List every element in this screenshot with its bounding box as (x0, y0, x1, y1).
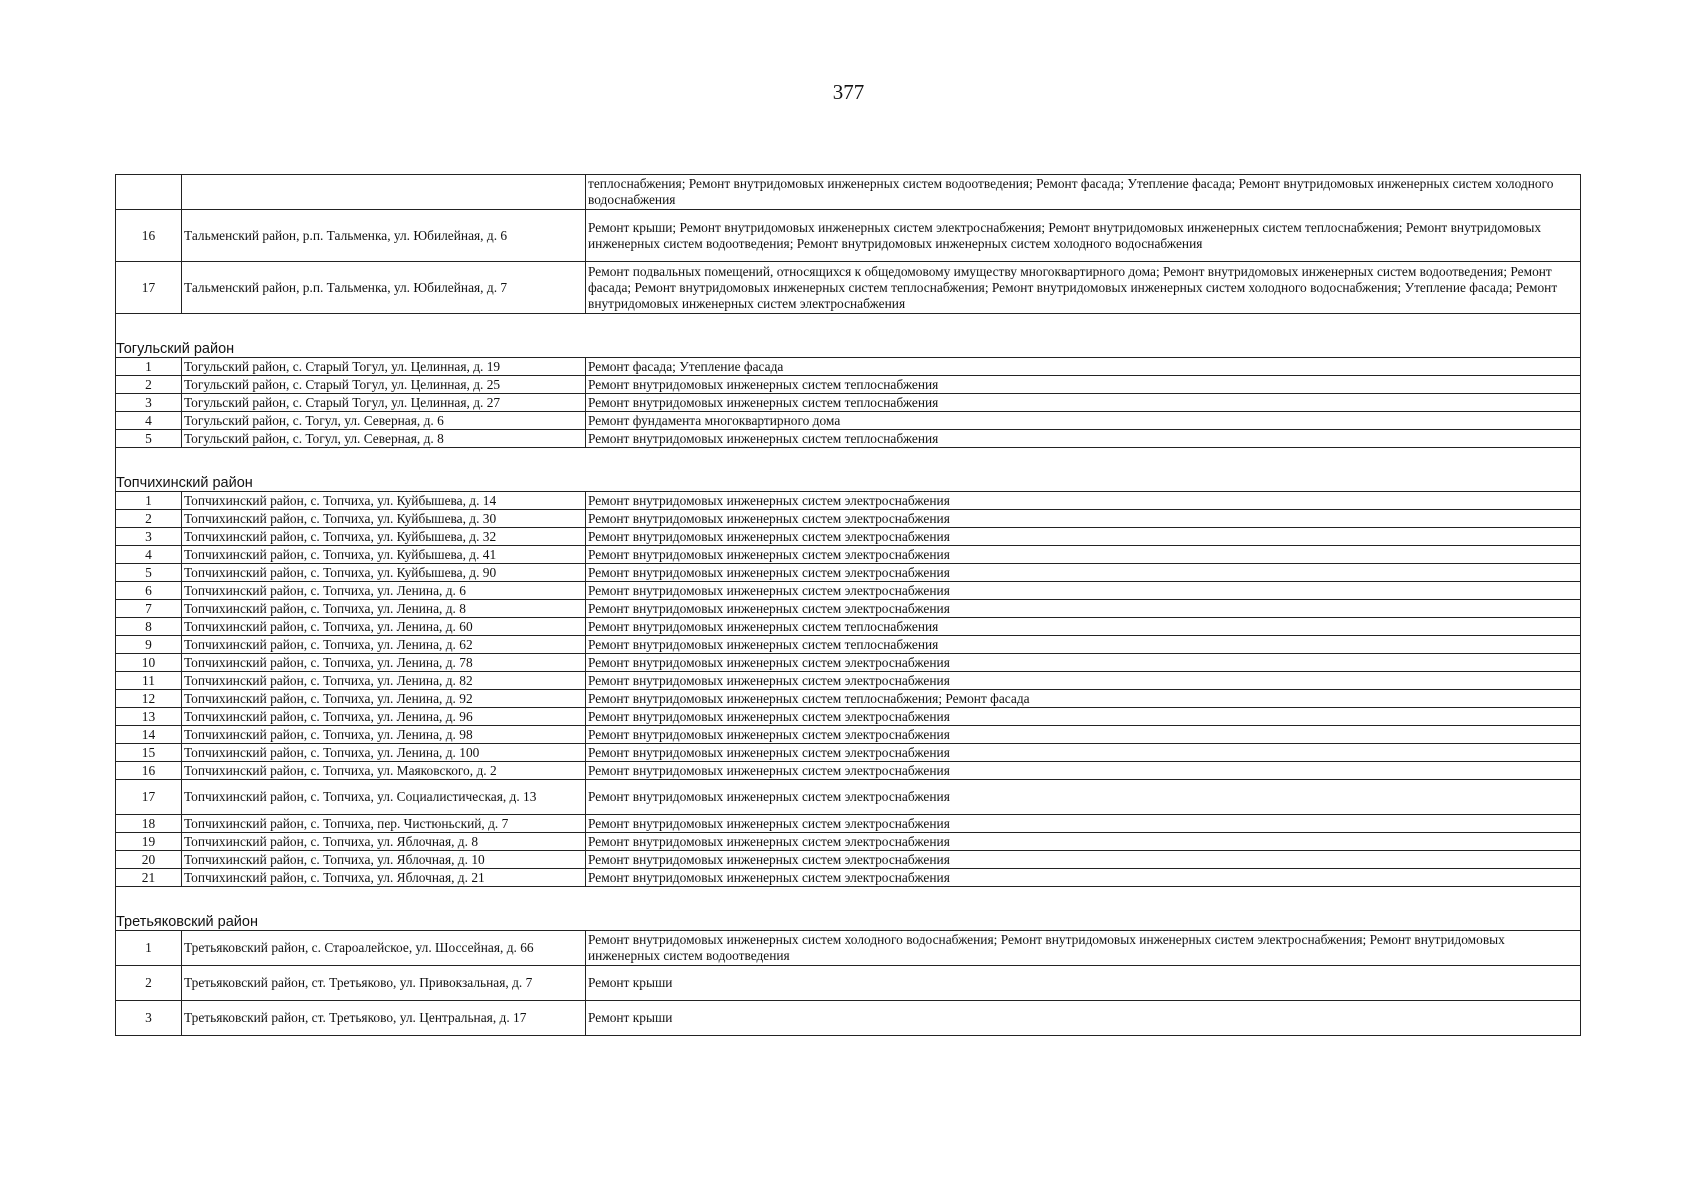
row-address: Тальменский район, р.п. Тальменка, ул. Юбилейная, д. 6 (182, 210, 586, 262)
table-row (116, 931, 1581, 966)
row-number: 14 (116, 726, 182, 744)
table-row (116, 175, 1581, 210)
row-number: 20 (116, 851, 182, 869)
section-title: Топчихинский район (116, 472, 1581, 492)
row-number: 12 (116, 690, 182, 708)
row-number: 16 (116, 762, 182, 780)
row-address: Топчихинский район, с. Топчиха, ул. Ленина, д. 6 (182, 582, 586, 600)
row-address: Топчихинский район, с. Топчиха, ул. Маяковского, д. 2 (182, 762, 586, 780)
row-address: Топчихинский район, с. Топчиха, ул. Куйбышева, д. 41 (182, 546, 586, 564)
row-works: Ремонт крыши (586, 966, 1581, 1001)
table-row (116, 966, 1581, 1001)
table-row (116, 851, 1581, 869)
row-address: Тогульский район, с. Старый Тогул, ул. Целинная, д. 19 (182, 358, 586, 376)
row-works: Ремонт фасада; Утепление фасада (586, 358, 1581, 376)
row-number: 9 (116, 636, 182, 654)
section-title: Третьяковский район (116, 911, 1581, 931)
table-row (116, 833, 1581, 851)
row-number: 21 (116, 869, 182, 887)
table-row (116, 690, 1581, 708)
table-row (116, 210, 1581, 262)
row-works: Ремонт внутридомовых инженерных систем электроснабжения (586, 780, 1581, 815)
row-number: 13 (116, 708, 182, 726)
row-works: Ремонт внутридомовых инженерных систем электроснабжения (586, 564, 1581, 582)
table-row (116, 600, 1581, 618)
table-row (116, 376, 1581, 394)
row-number: 10 (116, 654, 182, 672)
row-address: Топчихинский район, с. Топчиха, ул. Ленина, д. 82 (182, 672, 586, 690)
row-works: Ремонт крыши (586, 1001, 1581, 1036)
row-address: Топчихинский район, с. Топчиха, ул. Ленина, д. 8 (182, 600, 586, 618)
row-works: Ремонт внутридомовых инженерных систем электроснабжения (586, 528, 1581, 546)
row-address: Топчихинский район, с. Топчиха, ул. Ленина, д. 60 (182, 618, 586, 636)
row-works: Ремонт внутридомовых инженерных систем электроснабжения (586, 600, 1581, 618)
row-works: теплоснабжения; Ремонт внутридомовых инженерных систем водоотведения; Ремонт фасада; Утепление фасада; Ремонт внутридомовых инженерных систем холодного водоснабжения (586, 175, 1581, 210)
row-number: 1 (116, 931, 182, 966)
row-address: Третьяковский район, с. Староалейское, ул. Шоссейная, д. 66 (182, 931, 586, 966)
table-row (116, 412, 1581, 430)
row-number: 3 (116, 528, 182, 546)
row-works: Ремонт подвальных помещений, относящихся к общедомовому имуществу многоквартирного дома; Ремонт внутридомовых инженерных систем водоотведения; Ремонт фасада; Ремонт внутридомовых инженерных систем теплоснабжения; Ремонт внутридомовых инженерных систем холодного водоснабжения; Утепление фасада; Ремонт внутридомовых инженерных систем электроснабжения (586, 262, 1581, 314)
row-address: Топчихинский район, с. Топчиха, ул. Ленина, д. 78 (182, 654, 586, 672)
row-address: Топчихинский район, с. Топчиха, ул. Куйбышева, д. 90 (182, 564, 586, 582)
row-works: Ремонт внутридомовых инженерных систем электроснабжения (586, 582, 1581, 600)
table-row (116, 780, 1581, 815)
row-address: Топчихинский район, с. Топчиха, ул. Куйбышева, д. 14 (182, 492, 586, 510)
row-address: Топчихинский район, с. Топчиха, пер. Чистюньский, д. 7 (182, 815, 586, 833)
table-row (116, 708, 1581, 726)
section-header-togulsky (116, 338, 1581, 358)
row-works: Ремонт внутридомовых инженерных систем электроснабжения (586, 672, 1581, 690)
row-number (116, 175, 182, 210)
row-number: 17 (116, 780, 182, 815)
row-number: 17 (116, 262, 182, 314)
page-number: 377 (832, 80, 865, 104)
row-address: Третьяковский район, ст. Третьяково, ул. Центральная, д. 17 (182, 1001, 586, 1036)
section-title: Тогульский район (116, 338, 1581, 358)
row-works: Ремонт внутридомовых инженерных систем электроснабжения (586, 869, 1581, 887)
table-row (116, 546, 1581, 564)
table-row (116, 510, 1581, 528)
row-number: 11 (116, 672, 182, 690)
row-address: Третьяковский район, ст. Третьяково, ул. Привокзальная, д. 7 (182, 966, 586, 1001)
row-works: Ремонт внутридомовых инженерных систем теплоснабжения (586, 636, 1581, 654)
row-address: Топчихинский район, с. Топчиха, ул. Ленина, д. 98 (182, 726, 586, 744)
row-works: Ремонт внутридомовых инженерных систем теплоснабжения (586, 618, 1581, 636)
table-row (116, 762, 1581, 780)
table-row (116, 358, 1581, 376)
row-number: 4 (116, 412, 182, 430)
section-spacer (116, 887, 1581, 912)
row-works: Ремонт внутридомовых инженерных систем электроснабжения (586, 744, 1581, 762)
row-number: 5 (116, 430, 182, 448)
row-works: Ремонт внутридомовых инженерных систем электроснабжения (586, 492, 1581, 510)
table-row (116, 672, 1581, 690)
row-works: Ремонт внутридомовых инженерных систем электроснабжения (586, 833, 1581, 851)
row-works: Ремонт фундамента многоквартирного дома (586, 412, 1581, 430)
row-address: Тогульский район, с. Тогул, ул. Северная, д. 6 (182, 412, 586, 430)
row-number: 16 (116, 210, 182, 262)
row-number: 15 (116, 744, 182, 762)
row-number: 4 (116, 546, 182, 564)
table-row (116, 744, 1581, 762)
row-number: 2 (116, 376, 182, 394)
row-number: 8 (116, 618, 182, 636)
row-number: 6 (116, 582, 182, 600)
table-row (116, 636, 1581, 654)
row-number: 3 (116, 394, 182, 412)
table-row (116, 430, 1581, 448)
section-spacer (116, 314, 1581, 339)
section-header-topchikhinsky (116, 472, 1581, 492)
row-works: Ремонт внутридомовых инженерных систем теплоснабжения; Ремонт фасада (586, 690, 1581, 708)
row-address: Тальменский район, р.п. Тальменка, ул. Юбилейная, д. 7 (182, 262, 586, 314)
row-number: 19 (116, 833, 182, 851)
row-works: Ремонт крыши; Ремонт внутридомовых инженерных систем электроснабжения; Ремонт внутридомовых инженерных систем теплоснабжения; Ремонт внутридомовых инженерных систем водоотведения; Ремонт внутридомовых инженерных систем холодного водоснабжения (586, 210, 1581, 262)
row-number: 3 (116, 1001, 182, 1036)
row-works: Ремонт внутридомовых инженерных систем холодного водоснабжения; Ремонт внутридомовых инженерных систем электроснабжения; Ремонт внутридомовых инженерных систем водоотведения (586, 931, 1581, 966)
row-works: Ремонт внутридомовых инженерных систем электроснабжения (586, 546, 1581, 564)
row-address: Топчихинский район, с. Топчиха, ул. Куйбышева, д. 30 (182, 510, 586, 528)
repair-table (115, 174, 1581, 1036)
row-works: Ремонт внутридомовых инженерных систем теплоснабжения (586, 394, 1581, 412)
row-number: 2 (116, 966, 182, 1001)
row-works: Ремонт внутридомовых инженерных систем электроснабжения (586, 762, 1581, 780)
row-number: 1 (116, 358, 182, 376)
table-row (116, 618, 1581, 636)
row-works: Ремонт внутридомовых инженерных систем теплоснабжения (586, 430, 1581, 448)
row-works: Ремонт внутридомовых инженерных систем электроснабжения (586, 726, 1581, 744)
row-number: 7 (116, 600, 182, 618)
table-row (116, 564, 1581, 582)
row-address: Тогульский район, с. Старый Тогул, ул. Целинная, д. 27 (182, 394, 586, 412)
row-number: 5 (116, 564, 182, 582)
table-row (116, 726, 1581, 744)
row-number: 18 (116, 815, 182, 833)
row-works: Ремонт внутридомовых инженерных систем электроснабжения (586, 815, 1581, 833)
table-row (116, 528, 1581, 546)
row-address: Топчихинский район, с. Топчиха, ул. Ленина, д. 100 (182, 744, 586, 762)
row-address (182, 175, 586, 210)
table-row (116, 1001, 1581, 1036)
table-row (116, 262, 1581, 314)
table-row (116, 492, 1581, 510)
row-address: Топчихинский район, с. Топчиха, ул. Яблочная, д. 8 (182, 833, 586, 851)
table-row (116, 654, 1581, 672)
table-row (116, 869, 1581, 887)
row-address: Топчихинский район, с. Топчиха, ул. Яблочная, д. 21 (182, 869, 586, 887)
row-address: Топчихинский район, с. Топчиха, ул. Ленина, д. 96 (182, 708, 586, 726)
row-number: 1 (116, 492, 182, 510)
section-spacer (116, 448, 1581, 473)
row-address: Топчихинский район, с. Топчиха, ул. Куйбышева, д. 32 (182, 528, 586, 546)
row-works: Ремонт внутридомовых инженерных систем электроснабжения (586, 851, 1581, 869)
row-works: Ремонт внутридомовых инженерных систем электроснабжения (586, 654, 1581, 672)
repair-table-container (115, 174, 1580, 1036)
row-works: Ремонт внутридомовых инженерных систем теплоснабжения (586, 376, 1581, 394)
row-address: Топчихинский район, с. Топчиха, ул. Ленина, д. 92 (182, 690, 586, 708)
row-address: Тогульский район, с. Старый Тогул, ул. Целинная, д. 25 (182, 376, 586, 394)
row-works: Ремонт внутридомовых инженерных систем электроснабжения (586, 510, 1581, 528)
table-row (116, 815, 1581, 833)
section-header-tretyakovsky (116, 911, 1581, 931)
row-address: Тогульский район, с. Тогул, ул. Северная, д. 8 (182, 430, 586, 448)
table-row (116, 582, 1581, 600)
row-number: 2 (116, 510, 182, 528)
row-address: Топчихинский район, с. Топчиха, ул. Социалистическая, д. 13 (182, 780, 586, 815)
row-address: Топчихинский район, с. Топчиха, ул. Яблочная, д. 10 (182, 851, 586, 869)
row-address: Топчихинский район, с. Топчиха, ул. Ленина, д. 62 (182, 636, 586, 654)
table-row (116, 394, 1581, 412)
row-works: Ремонт внутридомовых инженерных систем электроснабжения (586, 708, 1581, 726)
